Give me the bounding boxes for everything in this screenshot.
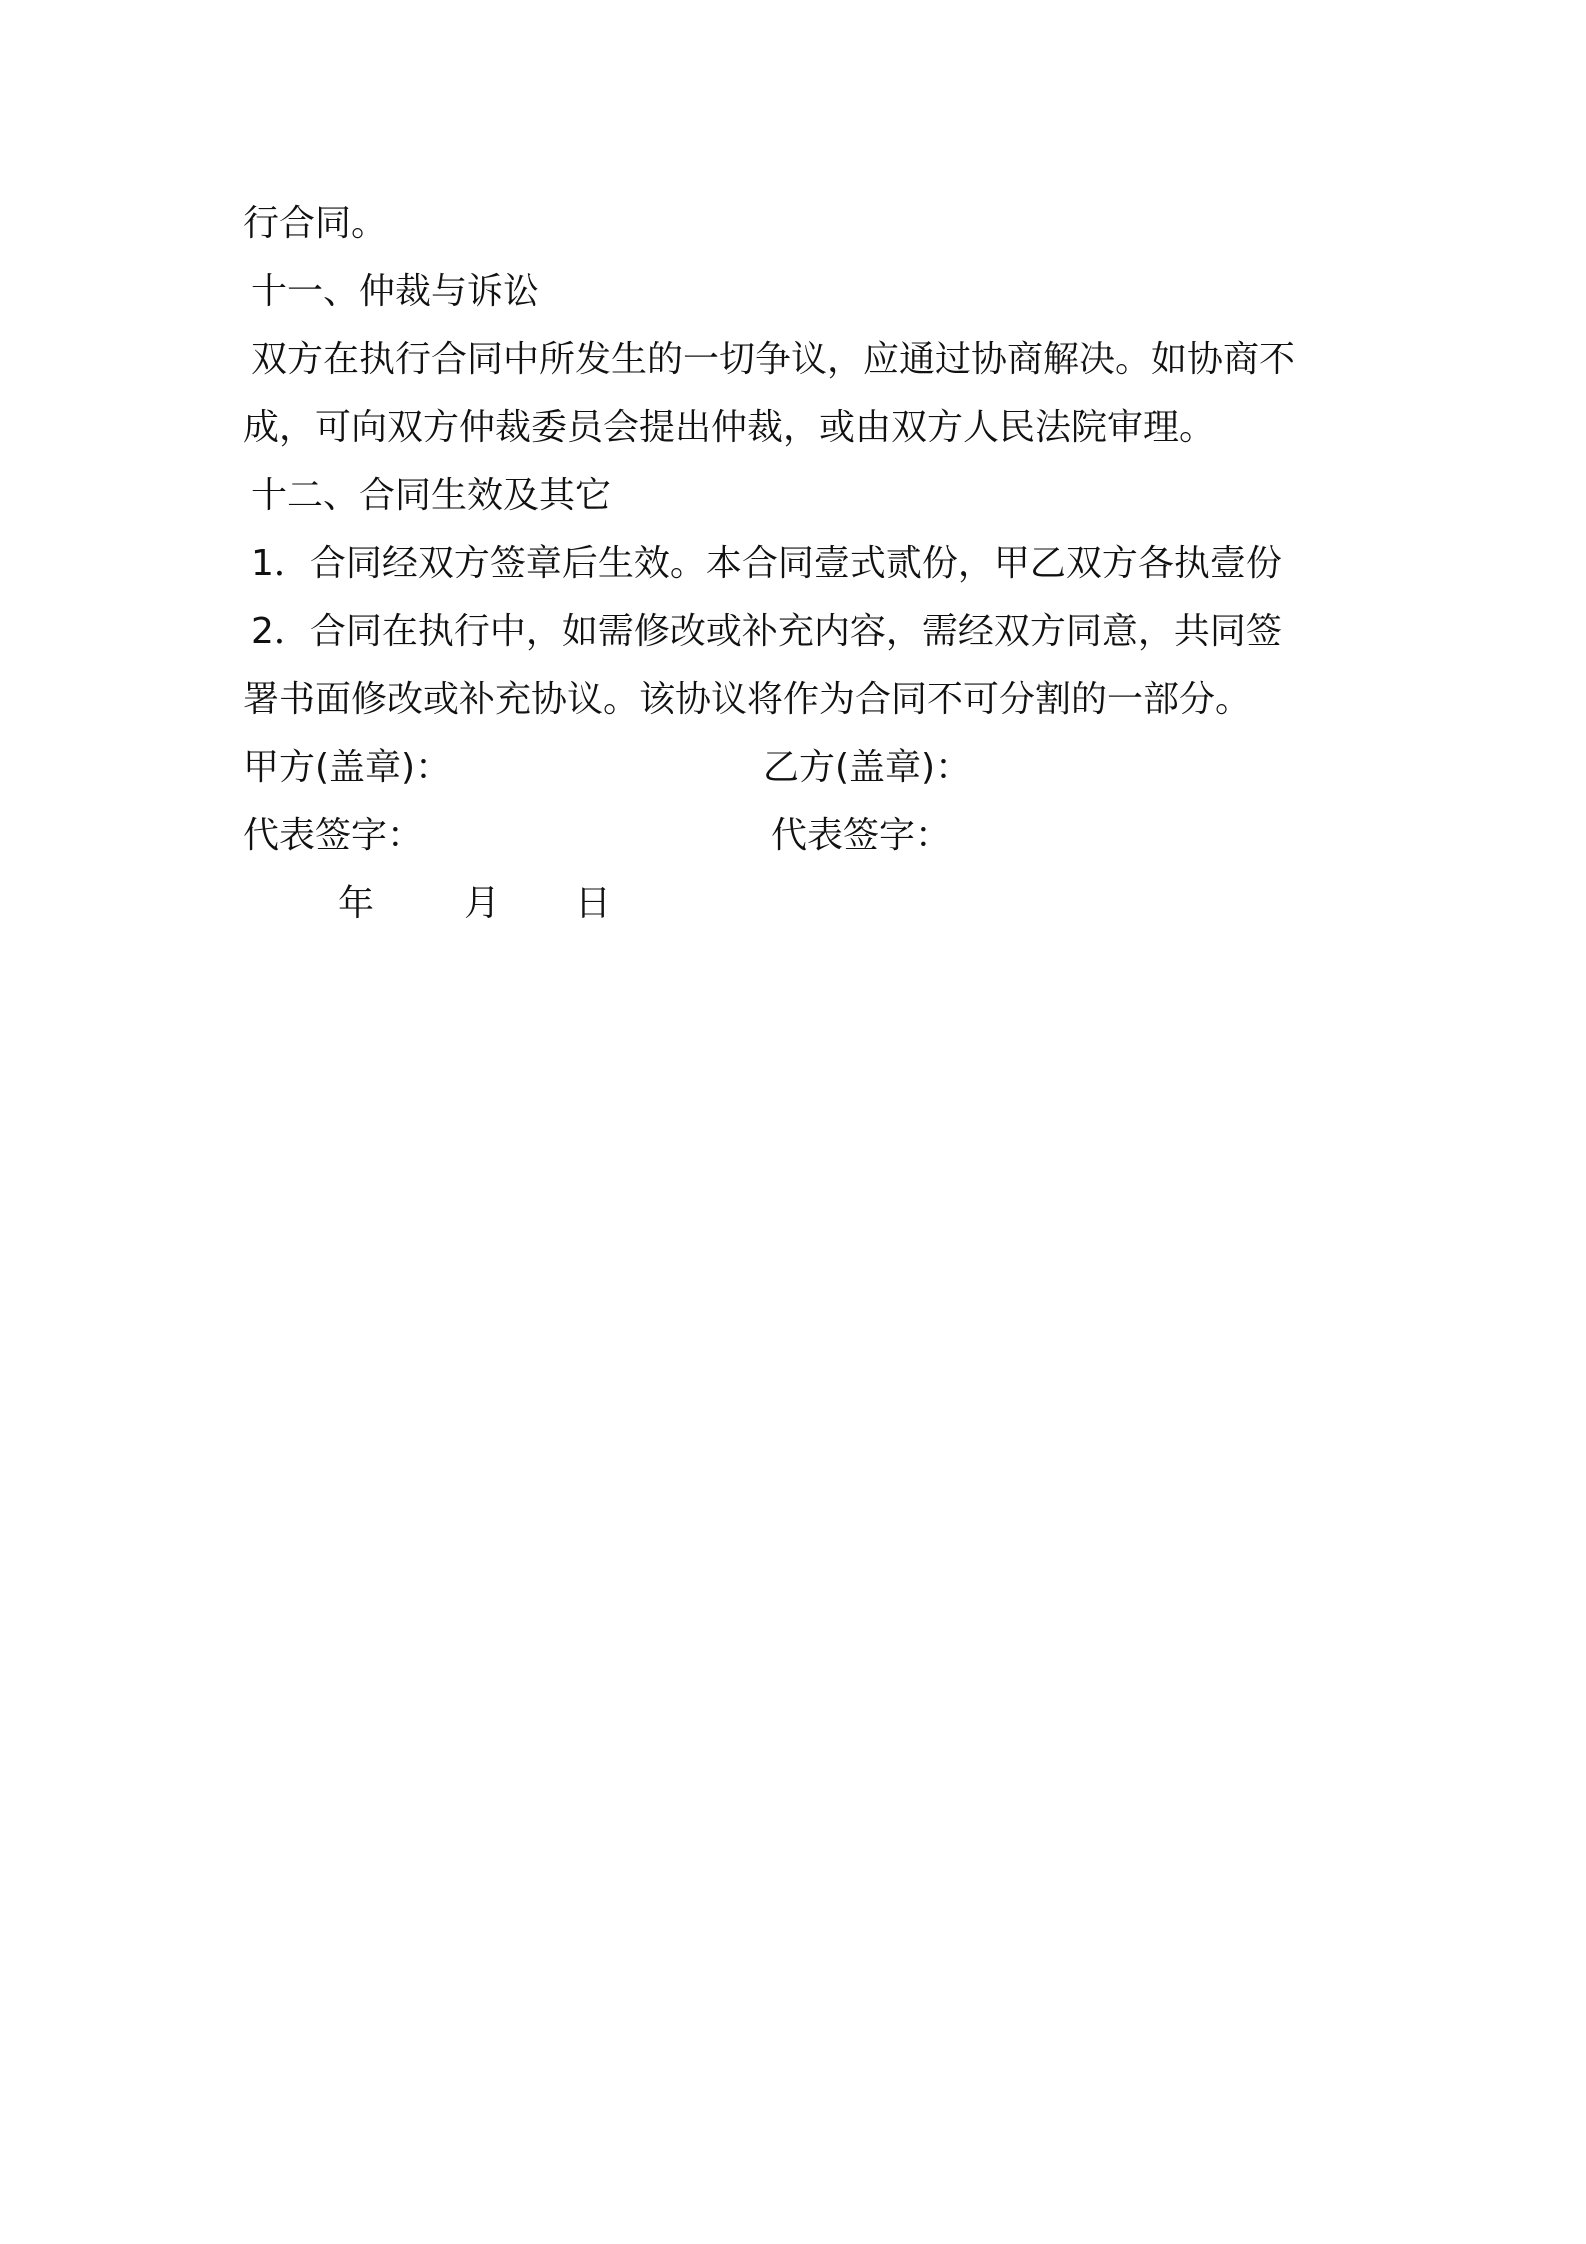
clause-2-line-2: 署书面修改或补充协议。该协议将作为合同不可分割的一部分。 <box>243 679 1252 720</box>
section-heading-effectiveness: 十二、合同生效及其它 <box>251 475 612 516</box>
party-b-seal-label: 乙方(盖章)： <box>763 747 972 788</box>
month-label: 月 <box>464 883 501 924</box>
paragraph-continuation: 行合同。 <box>243 203 388 244</box>
seal-row <box>243 734 1353 802</box>
party-a-seal-label: 甲方(盖章)： <box>243 747 452 788</box>
clause-1: 1．合同经双方签章后生效。本合同壹式贰份，甲乙双方各执壹份 <box>251 543 1282 584</box>
year-label: 年 <box>338 883 375 924</box>
signature-row <box>243 802 1353 870</box>
day-label: 日 <box>575 883 612 924</box>
section-heading-arbitration: 十一、仲裁与诉讼 <box>251 271 540 312</box>
date-row <box>243 870 1353 938</box>
arbitration-paragraph-line-1: 双方在执行合同中所发生的一切争议，应通过协商解决。如协商不 <box>251 339 1296 380</box>
arbitration-paragraph-line-2: 成，可向双方仲裁委员会提出仲裁，或由双方人民法院审理。 <box>243 407 1216 448</box>
party-a-rep-label: 代表签字： <box>243 815 424 856</box>
clause-2-line-1: 2．合同在执行中，如需修改或补充内容，需经双方同意，共同签 <box>251 611 1282 652</box>
party-b-rep-label: 代表签字： <box>771 815 952 856</box>
contract-text <box>243 190 1353 938</box>
